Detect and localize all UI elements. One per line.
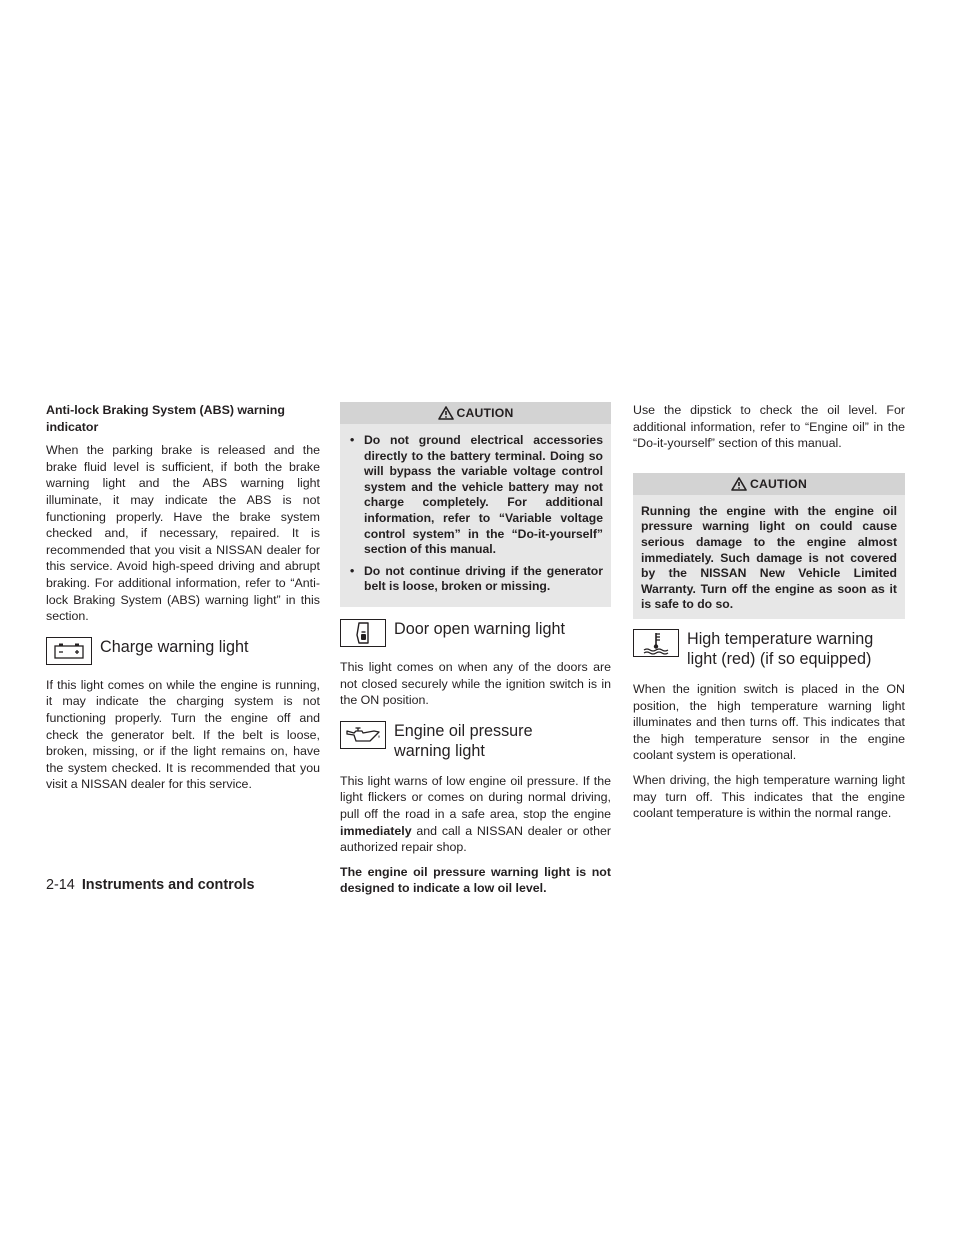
door-heading [340,619,611,647]
abs-body: When the parking brake is released and the brake fluid level is sufficient, if both the brake warning light and the ABS warning light illuminate, it may indicate the ABS is not functioning properly. Have the brake system checked and, if necessary, repaired. It is recommended that you visit a NISSAN dealer for this service. Avoid high-speed driving and abrupt braking. For additional information, refer to “Anti-lock Braking System (ABS) warning light” in this section. [46,443,320,624]
oil-can-icon [340,721,386,749]
caution-header: CAUTION [340,402,611,424]
caution-box-battery [340,402,611,607]
door-body: This light comes on when any of the doors are not closed securely while the ignition switch is in the ON position. [340,659,611,708]
caution-item: • Do not continue driving if the generator belt is loose, broken or missing. [350,564,603,595]
caution-list [340,424,611,595]
abs-heading: Anti-lock Braking System (ABS) warning indicator [46,403,285,434]
caution-box-oil [633,473,905,619]
column-right [633,402,905,822]
charge-heading [46,637,320,665]
charge-body: If this light comes on while the engine is running, it may indicate the charging system is not functioning properly. Turn the engine off and check the generator belt. If the belt is loose, broken, missing, or if the light remains on, have the system checked. It is recommended that you visit a NISSAN dealer for this service. [46,677,320,792]
door-open-icon [340,619,386,647]
temp-body-1: When the ignition switch is placed in the ON position, the high temperature warning light illuminates and then turns off. This indicates that the high temperature sensor in the engine coolant system is operational. [633,681,905,763]
oil-title: Engine oil pressure warning light [394,721,533,760]
caution-item: • Do not ground electrical accessories directly to the battery terminal. Doing so will bypass the variable voltage control system and the vehicle battery may not charge completely. For additional information, refer to “Variable voltage control system” in the “Do-it-yourself” section of this manual. [350,433,603,558]
warning-triangle-icon [438,406,454,420]
battery-icon [46,637,92,665]
oil-dipstick-text: Use the dipstick to check the oil level. For additional information, refer to “Engine oil” in the “Do-it-yourself” section of this manual. [633,403,905,451]
caution-header: CAUTION [633,473,905,495]
oil-body: This light warns of low engine oil pressure. If the light flickers or comes on during normal driving, pull off the road in a safe area, stop the engine immediately and call a NISSAN dealer or other authorized repair shop. [340,773,611,855]
door-title: Door open warning light [394,619,565,638]
temp-body-2: When driving, the high temperature warning light may turn off. This indicates that the engine coolant temperature is within the normal range. [633,772,905,821]
column-middle [340,402,611,897]
charge-title: Charge warning light [100,637,249,656]
section-title: Instruments and controls [81,877,255,893]
coolant-temperature-icon [633,629,679,657]
temp-title: High temperature warning light (red) (if so equipped) [687,629,874,668]
warning-triangle-icon [731,477,747,491]
temp-heading [633,629,905,669]
page-number: 2-14 [46,877,75,893]
column-left [46,402,320,793]
caution-text: Running the engine with the engine oil pressure warning light on could cause serious damage to the engine almost immediately. Such damage is not covered by the NISSAN New Vehicle Limited Warranty. Turn off the engine as soon as it is safe to do so. [641,503,897,612]
oil-heading [340,721,611,761]
page-footer [46,876,255,894]
oil-note: The engine oil pressure warning light is not designed to indicate a low oil level. [340,864,611,896]
